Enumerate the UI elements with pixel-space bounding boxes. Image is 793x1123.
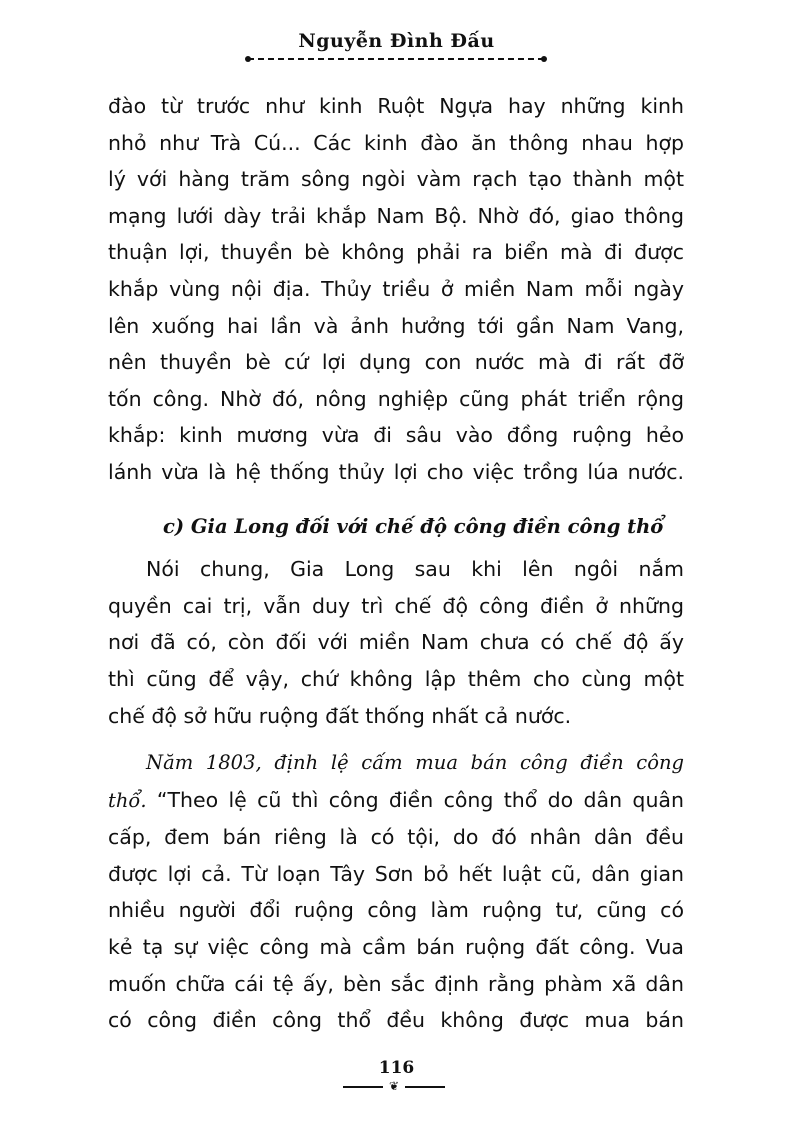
text-line: thì cũng để vậy, chứ không lập thêm cho cùng một bbox=[108, 666, 684, 691]
text-line: được lợi cả. Từ loạn Tây Sơn bỏ hết luật cũ, dân gian bbox=[108, 861, 684, 886]
text-span: “Theo lệ cũ thì công điền công thổ do dân quân bbox=[146, 787, 684, 812]
text-line: đào từ trước như kinh Ruột Ngựa hay những kinh bbox=[108, 94, 684, 118]
running-header: Nguyễn Đình Đấu bbox=[298, 30, 495, 52]
text-line: nhiều người đổi ruộng công làm ruộng tư, cũng có bbox=[108, 898, 684, 923]
text-line: Nói chung, Gia Long sau khi lên ngôi nắm bbox=[146, 557, 684, 582]
paragraph bbox=[108, 744, 684, 1039]
text-line: nhỏ như Trà Cú... Các kinh đào ăn thông nhau hợp bbox=[108, 130, 684, 155]
text-line: kẻ tạ sự việc công mà cầm bán ruộng đất công. Vua bbox=[108, 935, 684, 960]
text-line: quyền cai trị, vẫn duy trì chế độ công điền ở những bbox=[108, 593, 684, 618]
italic-text: thổ. bbox=[108, 788, 147, 812]
text-line: khắp vùng nội địa. Thủy triều ở miền Nam mỗi ngày bbox=[108, 276, 684, 301]
text-line: nên thuyền bè cứ lợi dụng con nước mà đi rất đỡ bbox=[108, 350, 684, 375]
text-line: lánh vừa là hệ thống thủy lợi cho việc trồng lúa nước. bbox=[108, 459, 684, 484]
text-line: lên xuống hai lần và ảnh hưởng tới gần Nam Vang, bbox=[108, 313, 684, 338]
section-heading: c) Gia Long đối với chế độ công điền công thổ bbox=[163, 514, 664, 538]
text-line: mạng lưới dày trải khắp Nam Bộ. Nhờ đó, giao thông bbox=[108, 203, 684, 228]
paragraph bbox=[108, 551, 684, 734]
paragraph bbox=[108, 88, 684, 491]
text-line: muốn chữa cái tệ ấy, bèn sắc định rằng phàm xã dân bbox=[108, 971, 684, 996]
text-line: chế độ sở hữu ruộng đất thống nhất cả nước. bbox=[108, 703, 572, 728]
page-body bbox=[108, 88, 684, 1039]
text-line: nơi đã có, còn đối với miền Nam chưa có chế độ ấy bbox=[108, 630, 684, 655]
text-line: có công điền công thổ đều không được mua bán bbox=[108, 1008, 684, 1033]
text-line: lý với hàng trăm sông ngòi vàm rạch tạo thành một bbox=[108, 167, 684, 192]
page-number: 116 bbox=[378, 1058, 415, 1078]
text-line: thuận lợi, thuyền bè không phải ra biển mà đi được bbox=[108, 240, 684, 265]
header-divider bbox=[248, 58, 544, 60]
ornament-icon: ❦ bbox=[383, 1079, 405, 1093]
text-line: khắp: kinh mương vừa đi sâu vào đồng ruộng hẻo bbox=[108, 423, 684, 448]
text-line: tốn công. Nhờ đó, nông nghiệp cũng phát triển rộng bbox=[108, 386, 684, 411]
text-line: cấp, đem bán riêng là có tội, do đó nhân dân đều bbox=[108, 825, 684, 850]
italic-text: Năm 1803, định lệ cấm mua bán công điền công bbox=[146, 751, 684, 775]
